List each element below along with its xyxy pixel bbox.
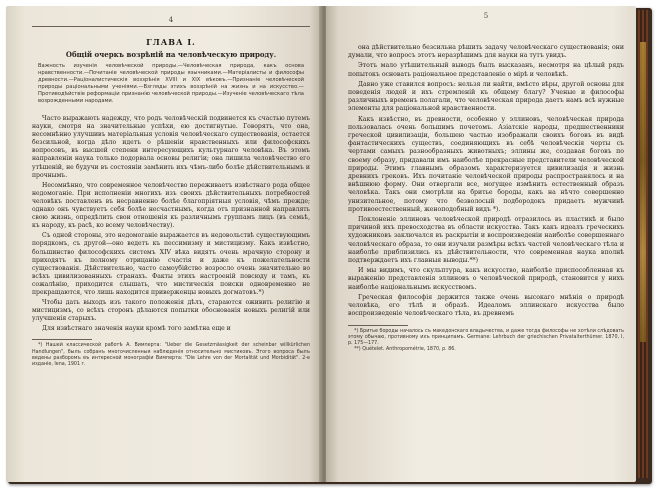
page-number-right: 5 [483,12,489,20]
paragraph: Чтобы дать выходъ изъ такого положенія дѣлъ, стараются оживить религію и мистицизмъ, со всѣхъ сторонъ дѣлаются попытки обоснованія новыхъ религій или улучшенія старыхъ. [32,299,310,323]
paragraph: Несомнѣнно, что современное человѣчество переживаетъ извѣстнаго рода общее недомоганіе. При исполненіи многихъ изъ своихъ дѣйствительныхъ потребностей человѣкъ поставленъ въ несравненно болѣе благопріятныя условія, чѣмъ прежде; однако онъ чувствуетъ себя болѣе несчастнымъ, когда отъ признанной направлять свою жизнь, опредѣлить свои отношенія къ различнымъ группамъ лицъ (въ семьѣ, къ народу, къ расѣ, ко всему человѣчеству). [32,181,310,230]
left-page-content [32,16,310,369]
paragraph: Какъ извѣстно, въ древности, особенно у эллиновъ, человѣческая природа пользовалась очень большимъ почетомъ. Азіатскіе народы, предшественники греческой цивилизаціи, большею частью изображали своихъ боговъ въ видѣ фантастическихъ существъ, соединяющихъ въ себѣ человѣческія черты съ чертами самыхъ разнообразныхъ животныхъ; эллины же, создавая боговъ по своему образу, придавали имъ наиболѣе прекрасные представители человѣческой природы. Этимъ главнымъ образомъ характеризуется цивилизація и жизнь древнихъ грековъ. Ихъ почитаніе человѣческой природы распространялось и на внѣшнюю форму. Они отвергали все, могущее измѣнить естественный образъ человѣка. Такъ они смотрѣли на бритье бороды, какъ на нѣчто совершенно унизительное, потому что безволосый подбородокъ придаетъ мужчинѣ противоестественный, женоподобный видъ *). [348,115,624,213]
open-book [4,2,654,490]
footnote-rule [32,339,92,340]
gilded-edge [640,42,646,342]
footnote: **) Quételet. Anthropométrie, 1870, р. 86. [354,347,456,353]
paragraph: она дѣйствительно безсильна рѣшить задачу человѣческаго существованія; они думали, что вопросъ этотъ неразрѣшимъ для науки на тутъ увидъ. [348,44,624,60]
footnote: *) Бритье бороды началось съ македонскаго владычества, и даже тогда философы не хотѣли слѣдовать этому обычаю, противному ихъ принципамъ. Germane: Lehrbuch der griechischen Privatalterthümer. 1870, I, р. 175—177. [348,328,624,347]
paragraph: Давно уже ставился вопросъ: нельзя ли найти, вмѣсто вѣры, другой основы для поведенія людей и ихъ стремленій къ общему благу? Ученые и философы различныхъ временъ полагали, что человѣческая природа даетъ намъ всѣ нужные элементы для раціональной нравственности. [348,80,624,113]
paragraph: Поклоненіе эллиновъ человѣческой природѣ отразилось въ пластикѣ и было причиной ихъ превосходства въ области искусства. Такъ какъ идеалъ греческихъ художниковъ заключался въ раскрытіи и воспроизведеніи наиболѣе совершеннаго человѣческаго образа, то они изучали размѣры всѣхъ частей человѣческаго тѣла и наиболѣе приблизились къ дѣйствительности, что современная наука вполнѣ подтверждаетъ ихъ главныя выводы.**) [348,216,624,265]
header-rule [32,26,310,27]
paragraph: И мы видимъ, что скульптура, какъ искусство, наиболѣе приспособленная къ выраженію представленія эллиновъ о человѣческой природѣ, становится у нихъ наиболѣе національнымъ искусствомъ. [348,267,624,291]
chapter-heading: ГЛАВА I. [146,37,196,47]
paragraph: Для извѣстнаго значенія науки кромѣ того замѣтна еще и [42,325,231,333]
left-page [6,6,322,482]
paragraph: Греческая философія держится также очень высокаго мнѣнія о природѣ человѣка, его тѣлѣ и образѣ. Идеаломъ эллинскаго искусства было воспроизведеніе человѣческаго тѣла, въ древнемъ [348,293,624,318]
footnote: *) Нашей классической работѣ А. Вимперта: "Ueber die Gesetzmässigkeit der scheinbar willkürlichen Handlungen", былъ собранъ многочисленныя наблюденія относительно мистиковъ. Этого вопроса былъ ведены разборомъ въ интересной монографіи Вимперта: "Die Lehre von der Mortalität und Morbidität". 2-е изданіе, Iena, 1901 г. [32,343,310,368]
chapter-title: Общій очеркъ возрѣній на человѣческую природу. [65,50,277,59]
chapter-summary: Важность изученія человѣческой природы.—Человѣческая природа, какъ основа нравственности.—Почитаніе человѣческой природы язычниками.—Матеріалисты и философы древности.—Раціоналистическія воззрѣнія XVIII и XIX вѣковъ.—Признаніе человѣческой природы раціональными ученіями.—Взгляды этихъ воззрѣній на жизнь и на искусство.—Противодѣйствіе реформаціи признанію человѣческой природы.—Изученіе человѣческаго тѣла возрожденными народами. [38,63,304,104]
page-number-left: 4 [168,16,174,24]
paragraph: Часто выражають надежду, что родъ человѣческій подвинется къ счастью путемъ науки, смотря на значительные успѣхи, ею достигнутые. Говорятъ, что она, несомнѣнно улучшивъ матеріальныя условія человѣческаго существованія, остается безсильной, когда дѣло идетъ о рѣшеніи нравственныхъ или философскихъ вопросовъ, въ высшей степени интересующихъ культурнаго человѣка. Въ этомъ направленіи наука только подорвала основы религіи; она лишила человѣчество его утѣшеній, не будучи въ состояніи замѣнить ихъ чѣмъ-либо болѣе дѣйствительнымъ и прочнымъ. [32,115,310,179]
footnote-rule [348,325,408,326]
right-page-content [348,12,624,354]
paragraph: Этотъ мало утѣшительный выводъ былъ высказанъ, несмотря на цѣлый рядъ попытокъ основать раціональное представленіе о мірѣ и человѣкѣ. [348,62,624,78]
right-page [326,6,636,482]
paragraph: Съ одной стороны, это недомоганіе выражается въ недовольствѣ существующимъ порядкомъ, съ другой—оно ведетъ къ пессимизму и мистицизму. Какъ извѣстно, большинство философскихъ системъ XIV вѣка видятъ очень мрачную сторону и приходятъ къ полному отрицанію счастія и даже къ пожелательности существованія. Дѣйствительно, часто самоубійство возросло очень значительно во всѣхъ цивилизованныхъ странахъ. Факты этихъ настроеній повсюду и тамъ, къ сожалѣнію, приходится слышать, что мистическія поиски одновременно не прекращаются, что лишь находится приверженцы новыхъ догматовъ.*) [32,232,310,296]
